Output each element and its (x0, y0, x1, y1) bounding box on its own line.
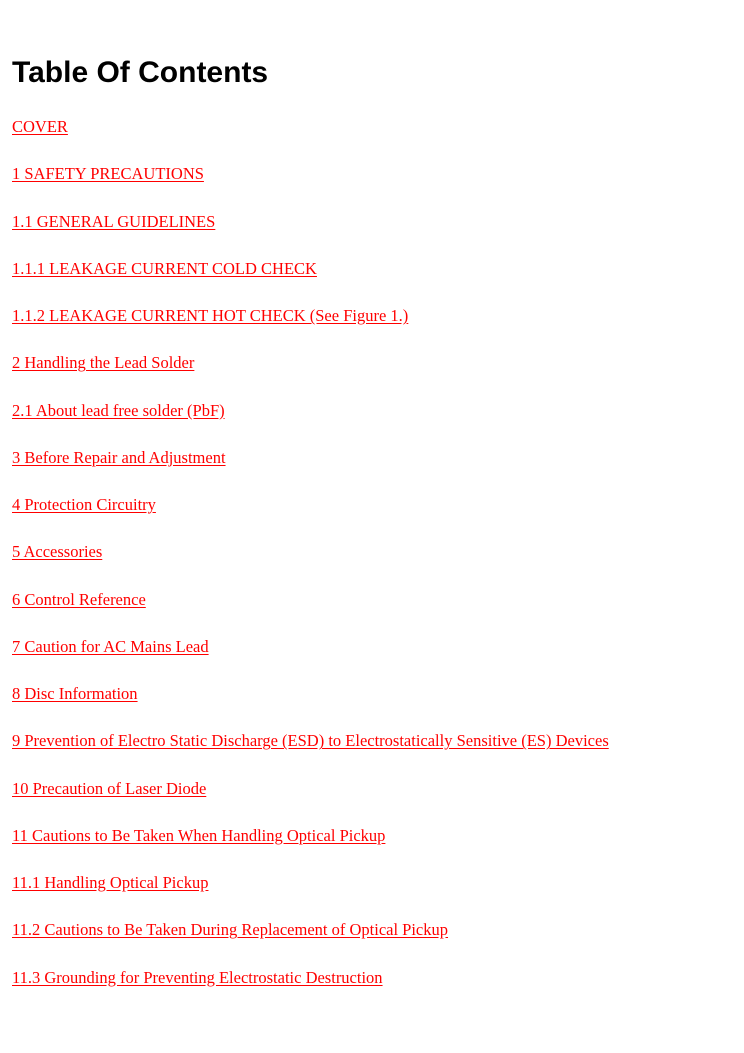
toc-item (12, 730, 609, 777)
toc-item (12, 541, 609, 588)
toc-item (12, 352, 609, 399)
toc-item (12, 589, 609, 636)
toc-item (12, 494, 609, 541)
toc-link-laser-diode[interactable]: 10 Precaution of Laser Diode (12, 778, 207, 798)
toc-link-protection-circuitry[interactable]: 4 Protection Circuitry (12, 495, 156, 514)
toc-link-general-guidelines[interactable]: 1.1 GENERAL GUIDELINES (12, 211, 216, 231)
toc-item (12, 825, 609, 872)
toc-link-replacement-optical-pickup[interactable]: 11.2 Cautions to Be Taken During Replacement of Optical Pickup (12, 920, 449, 940)
toc-link-handling-lead-solder[interactable]: 2 Handling the Lead Solder (12, 353, 195, 373)
toc-item (12, 258, 609, 305)
toc-link-grounding-electrostatic[interactable]: 11.3 Grounding for Preventing Electrostatic Destruction (12, 967, 383, 987)
toc-link-optical-pickup-cautions[interactable]: 11 Cautions to Be Taken When Handling Optical Pickup (12, 825, 386, 845)
toc-item (12, 116, 609, 163)
toc-list (12, 116, 609, 1014)
toc-item (12, 400, 609, 447)
toc-link-esd-prevention[interactable]: 9 Prevention of Electro Static Discharge (ESD) to Electrostatically Sensitive (ES) Devices (12, 731, 609, 751)
toc-link-safety-precautions[interactable]: 1 SAFETY PRECAUTIONS (12, 164, 204, 184)
toc-link-leakage-cold-check[interactable]: 1.1.1 LEAKAGE CURRENT COLD CHECK (12, 258, 317, 278)
toc-link-lead-free-solder[interactable]: 2.1 About lead free solder (PbF) (12, 400, 225, 420)
toc-item (12, 163, 609, 210)
toc-link-disc-information[interactable]: 8 Disc Information (12, 684, 138, 703)
toc-link-control-reference[interactable]: 6 Control Reference (12, 589, 146, 609)
toc-link-cover[interactable]: COVER (12, 117, 68, 136)
toc-item (12, 211, 609, 258)
toc-item (12, 778, 609, 825)
toc-link-before-repair[interactable]: 3 Before Repair and Adjustment (12, 447, 226, 467)
toc-item (12, 683, 609, 730)
toc-item (12, 447, 609, 494)
toc-item (12, 919, 609, 966)
toc-item (12, 305, 609, 352)
toc-item (12, 967, 609, 1014)
toc-link-accessories[interactable]: 5 Accessories (12, 542, 103, 562)
toc-link-leakage-hot-check[interactable]: 1.1.2 LEAKAGE CURRENT HOT CHECK (See Figure 1.) (12, 306, 409, 325)
toc-link-ac-mains-lead[interactable]: 7 Caution for AC Mains Lead (12, 636, 209, 656)
toc-link-handling-optical-pickup[interactable]: 11.1 Handling Optical Pickup (12, 873, 209, 892)
toc-item (12, 636, 609, 683)
page-title: Table Of Contents (12, 56, 269, 89)
toc-item (12, 872, 609, 919)
